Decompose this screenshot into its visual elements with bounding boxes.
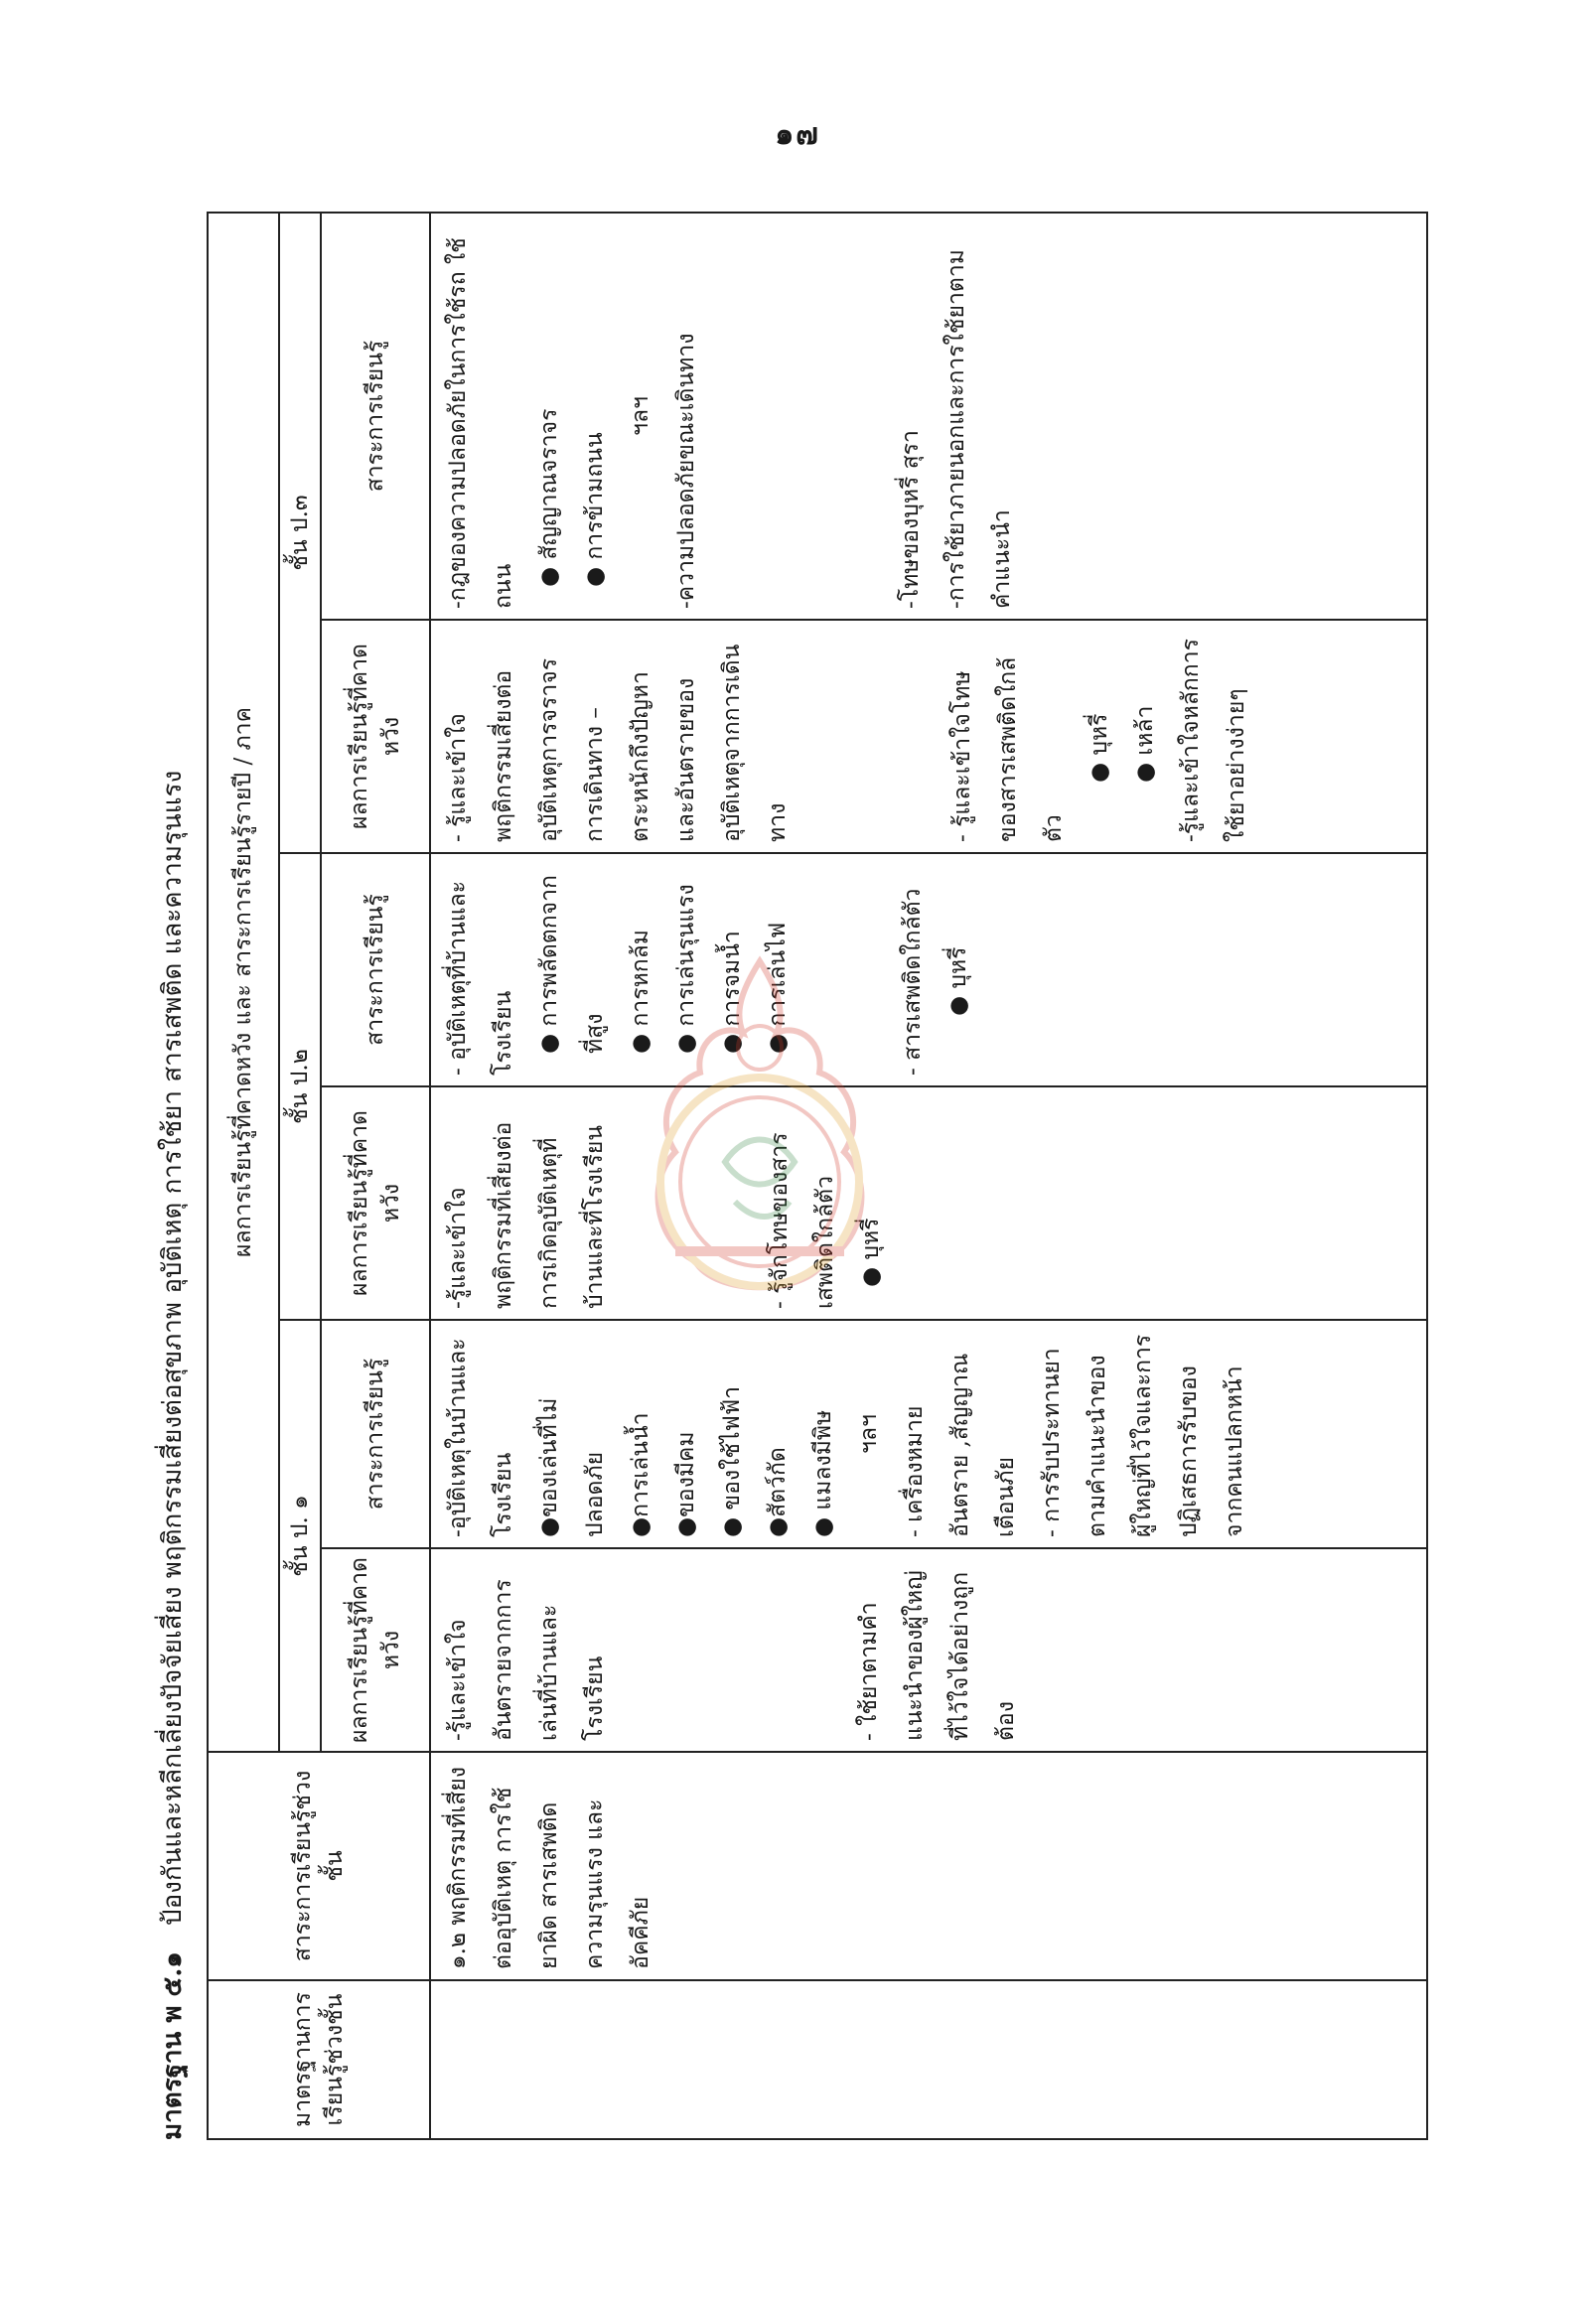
g1-content-item: -อุบัติเหตุในบ้านและโรงเรียน: [445, 1338, 516, 1537]
standard-description: ป้องกันและหลีกเลี่ยงปัจจัยเสี่ยง พฤติกรรมเสี่ยงต่อสุขภาพ อุบัติเหตุ การใช้ยา สารเสพติด และความรุนแรง: [158, 770, 188, 1926]
cell-g3-content: [430, 213, 1427, 620]
page-number: ๑๗: [775, 117, 820, 152]
header-content-g1: สาระการเรียนรู้: [321, 1320, 430, 1548]
g3-content-item: ● สัญญาณจราจร: [536, 408, 562, 587]
cell-g2-content: [430, 853, 1427, 1086]
g1-content-item: ●สัตว์กัด: [765, 1447, 791, 1537]
g1-outcome-item: - ใช้ยาตามคำแนะนำของผู้ใหญ่ที่ไว้ใจได้อย่างถูกต้อง: [856, 1570, 1019, 1741]
g1-content-item: ●ของเล่นที่ไม่ปลอดภัย: [536, 1397, 608, 1537]
cell-g2-outcomes: [430, 1086, 1427, 1320]
header-outcome-g2: ผลการเรียนรู้ที่คาดหวัง: [321, 1086, 430, 1320]
g3-outcome-item: ● บุหรี่: [1087, 713, 1112, 783]
school-emblem-seal-icon: [616, 953, 904, 1321]
cell-strand: [430, 1752, 1427, 1980]
g3-content-item: -กฎของความปลอดภัยในการใช้รถ ใช้ถนน: [445, 237, 516, 609]
header-strand: สาระการเรียนรู้ช่วงชั้น: [208, 1752, 430, 1980]
g1-content-item: ● ของใช้ไฟฟ้า: [719, 1385, 745, 1537]
g2-outcome-item: -รู้และเข้าใจพฤติกรรมที่เสี่ยงต่อการเกิดอุบัติเหตุที่บ้านและที่โรงเรียน: [445, 1121, 608, 1309]
g2-content-item: ● บุหรี่: [945, 946, 971, 1016]
g2-content-item: ● การเล่นไฟ: [765, 922, 791, 1054]
g3-content-item: -การใช้ยาภายนอกและการใช้ยาตามคำแนะนำ: [943, 249, 1015, 609]
g3-content-item: -ความปลอดภัยขณะเดินทาง: [673, 333, 699, 609]
header-grade-1: ชั้น ป. ๑: [279, 1320, 321, 1752]
standard-line: [149, 771, 197, 2140]
header-standard: มาตรฐานการเรียนรู้ช่วงชั้น: [208, 1980, 430, 2139]
g2-outcome-item: ● บุหรี่: [858, 1218, 884, 1287]
header-grade-2: ชั้น ป.๒: [279, 853, 321, 1320]
g3-content-item: ฯลฯ: [628, 396, 653, 436]
header-content-g2: สาระการเรียนรู้: [321, 853, 430, 1086]
g1-content-item: - การรับประทานยาตามคำแนะนำของผู้ใหญ่ที่ไว้ใจและการปฏิเสธการรับของจากคนแปลกหน้า: [1039, 1334, 1247, 1537]
g1-content-item: ●การเล่นน้ำ: [628, 1412, 653, 1537]
header-group: ผลการเรียนรู้ที่คาดหวัง และ สาระการเรียนรู้รายปี / ภาค: [208, 213, 279, 1752]
g1-content-item: ● แมลงมีพิษ: [810, 1409, 836, 1537]
strand-text: ๑.๒ พฤติกรรมที่เสี่ยงต่ออุบัติเหตุ การใช้ยาผิด สารเสพติด ความรุนแรง และอัคคีภัย: [445, 1767, 653, 1969]
g1-outcome-item: -รู้และเข้าใจอันตรายจากการเล่นที่บ้านและโรงเรียน: [445, 1579, 608, 1741]
g3-content-item: ● การข้ามถนน: [582, 432, 608, 587]
g3-content-item: -โทษของบุหรี่ สุรา: [898, 430, 924, 609]
header-outcome-g3: ผลการเรียนรู้ที่คาดหวัง: [321, 620, 430, 853]
g3-outcome-item: - รู้และเข้าใจโทษของสารเสพติดใกล้ตัว: [949, 656, 1067, 842]
cell-standard: [430, 1980, 1427, 2139]
g2-content-item: ● การจมน้ำ: [719, 931, 745, 1054]
cell-g3-outcomes: [430, 620, 1427, 853]
g2-content-item: ● การเล่นรุนแรง: [673, 884, 699, 1054]
g2-content-item: ● การพลัดตกจากที่สูง: [536, 875, 608, 1054]
g3-outcome-item: ● เหล้า: [1132, 705, 1158, 783]
g2-outcome-item: - รู้จักโทษของสารเสพติดใกล้ตัว: [767, 1132, 838, 1309]
g2-content-item: ● การหกล้ม: [628, 930, 653, 1054]
g3-outcome-item: -รู้และเข้าใจหลักการใช้ยาอย่างง่ายๆ: [1178, 639, 1249, 842]
header-content-g3: สาระการเรียนรู้: [321, 213, 430, 620]
standard-code: มาตรฐาน พ ๕.๑: [158, 1951, 188, 2140]
g1-content-item: - เครื่องหมายอันตราย ,สัญญาณเตือนภัย: [902, 1353, 1019, 1537]
table-row: [430, 213, 1427, 2139]
header-grade-3: ชั้น ป.๓: [279, 213, 321, 853]
g1-content-item: ฯลฯ: [856, 1414, 882, 1454]
header-outcome-g1: ผลการเรียนรู้ที่คาดหวัง: [321, 1548, 430, 1752]
g3-outcome-item: - รู้และเข้าใจพฤติกรรมเสี่ยงต่ออุบัติเหตุการจราจร การเดินทาง – ตระหนักถึงปัญหาและอันตรายของอุบัติเหตุจากการเดินทาง: [445, 644, 791, 842]
g2-content-item: - สารเสพติดใกล้ตัว: [900, 888, 926, 1076]
g2-content-item: - อุบัติเหตุที่บ้านและโรงเรียน: [445, 880, 516, 1076]
g1-content-item: ●ของมีคม: [673, 1431, 699, 1537]
cell-g1-content: [430, 1320, 1427, 1548]
cell-g1-outcomes: [430, 1548, 1427, 1752]
